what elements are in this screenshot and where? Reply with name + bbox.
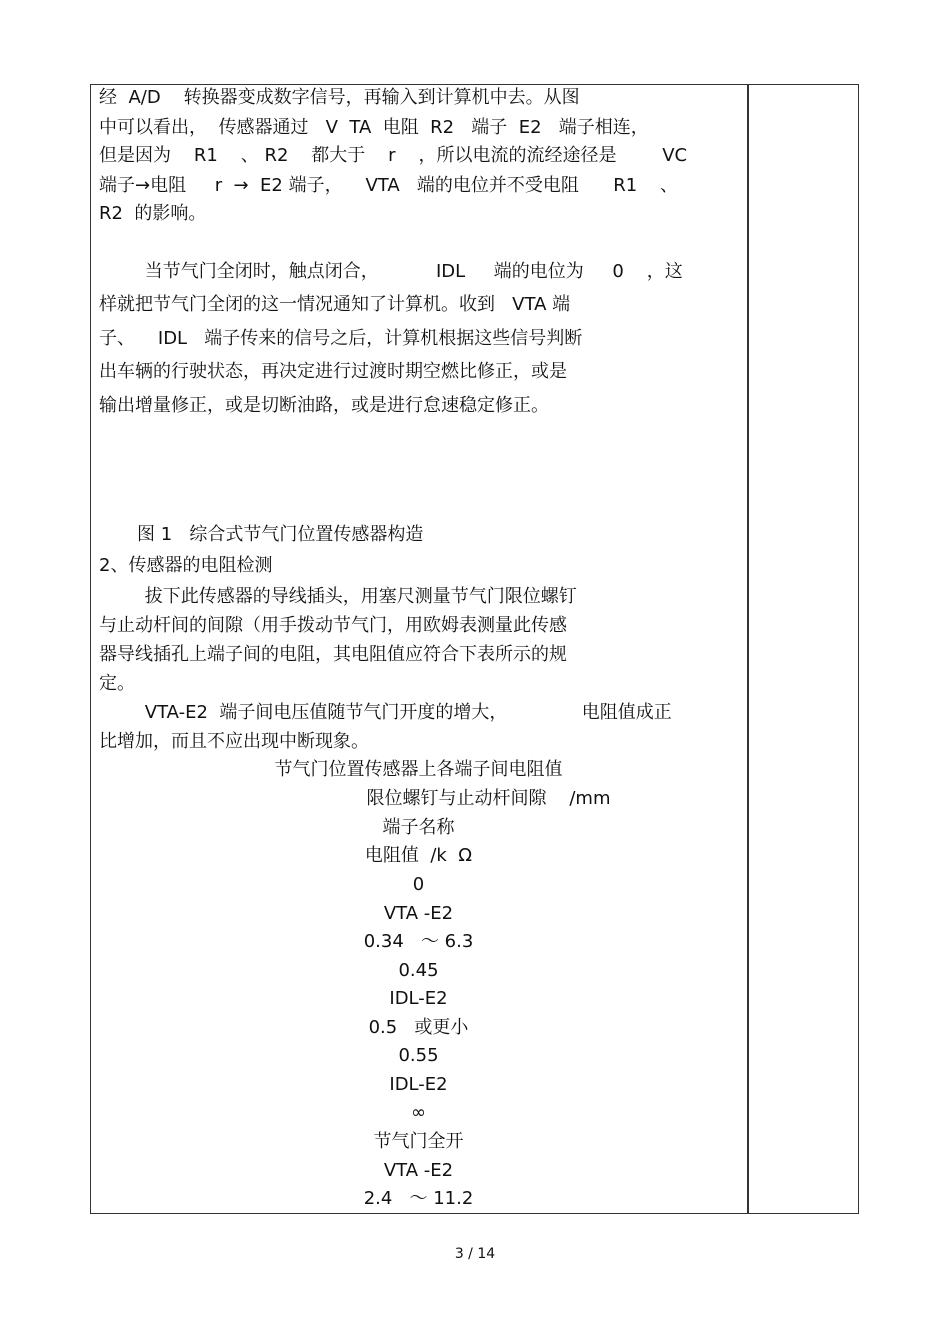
table-cell: VTA -E2 xyxy=(383,903,454,924)
page-number: 3 / 14 xyxy=(454,1246,496,1262)
paragraph-3-line: 器导线插孔上端子间的电阻，其电阻值应符合下表所示的规 xyxy=(99,644,567,665)
table-header: 电阻值 /k Ω xyxy=(364,845,473,866)
paragraph-3-line: 定。 xyxy=(99,673,135,694)
paragraph-3-line: 与止动杆间的间隙（用手拨动节气门，用欧姆表测量此传感 xyxy=(99,615,567,636)
table-header: 限位螺钉与止动杆间隙 /mm xyxy=(366,788,611,809)
table-cell: 0 xyxy=(412,874,425,895)
paragraph-2-line: 输出增量修正，或是切断油路，或是进行怠速稳定修正。 xyxy=(99,395,549,416)
paragraph-2-line: 出车辆的行驶状态，再决定进行过渡时期空燃比修正，或是 xyxy=(99,361,567,382)
paragraph-3-line: 拔下此传感器的导线插头，用塞尺测量节气门限位螺钉 xyxy=(99,586,577,607)
paragraph-2-line: 样就把节气门全闭的这一情况通知了计算机。收到 VTA 端 xyxy=(99,294,571,315)
table-cell: 2.4 ～ 11.2 xyxy=(363,1188,474,1209)
paragraph-1-line: 经 A/D 转换器变成数字信号，再输入到计算机中去。从图 xyxy=(99,87,580,108)
paragraph-1-line: 但是因为 R1 、 R2 都大于 r ，所以电流的流经途径是 VC xyxy=(99,145,688,166)
section-heading: 2、传感器的电阻检测 xyxy=(99,555,273,576)
table-cell: IDL-E2 xyxy=(389,1074,448,1095)
table-header: 端子名称 xyxy=(382,817,455,838)
figure-caption: 图 1 综合式节气门位置传感器构造 xyxy=(137,524,424,545)
table-cell: 0.45 xyxy=(398,960,439,981)
paragraph-1-line: 端子→电阻 r → E2 端子， VTA 端的电位并不受电阻 R1 、 xyxy=(99,175,679,196)
paragraph-1-line: R2 的影响。 xyxy=(99,203,207,224)
table-cell: IDL-E2 xyxy=(389,988,448,1009)
paragraph-1-line: 中可以看出， 传感器通过 V TA 电阻 R2 端子 E2 端子相连， xyxy=(99,117,649,138)
table-cell: 0.5 或更小 xyxy=(368,1017,469,1038)
table-cell: 节气门全开 xyxy=(373,1131,464,1152)
column-divider xyxy=(747,84,749,1214)
table-cell: VTA -E2 xyxy=(383,1160,454,1181)
paragraph-4-line: 比增加，而且不应出现中断现象。 xyxy=(99,731,369,752)
table-cell: ∞ xyxy=(411,1102,426,1123)
table-cell: 0.55 xyxy=(398,1045,439,1066)
table-cell: 0.34 ～ 6.3 xyxy=(363,931,474,952)
paragraph-2-line: 子、 IDL 端子传来的信号之后，计算机根据这些信号判断 xyxy=(99,328,583,349)
table-title: 节气门位置传感器上各端子间电阻值 xyxy=(274,759,563,780)
paragraph-4-line: VTA-E2 端子间电压值随节气门开度的增大， 电阻值成正 xyxy=(99,702,672,723)
paragraph-2-line: 当节气门全闭时，触点闭合， IDL 端的电位为 0 ，这 xyxy=(99,261,683,282)
